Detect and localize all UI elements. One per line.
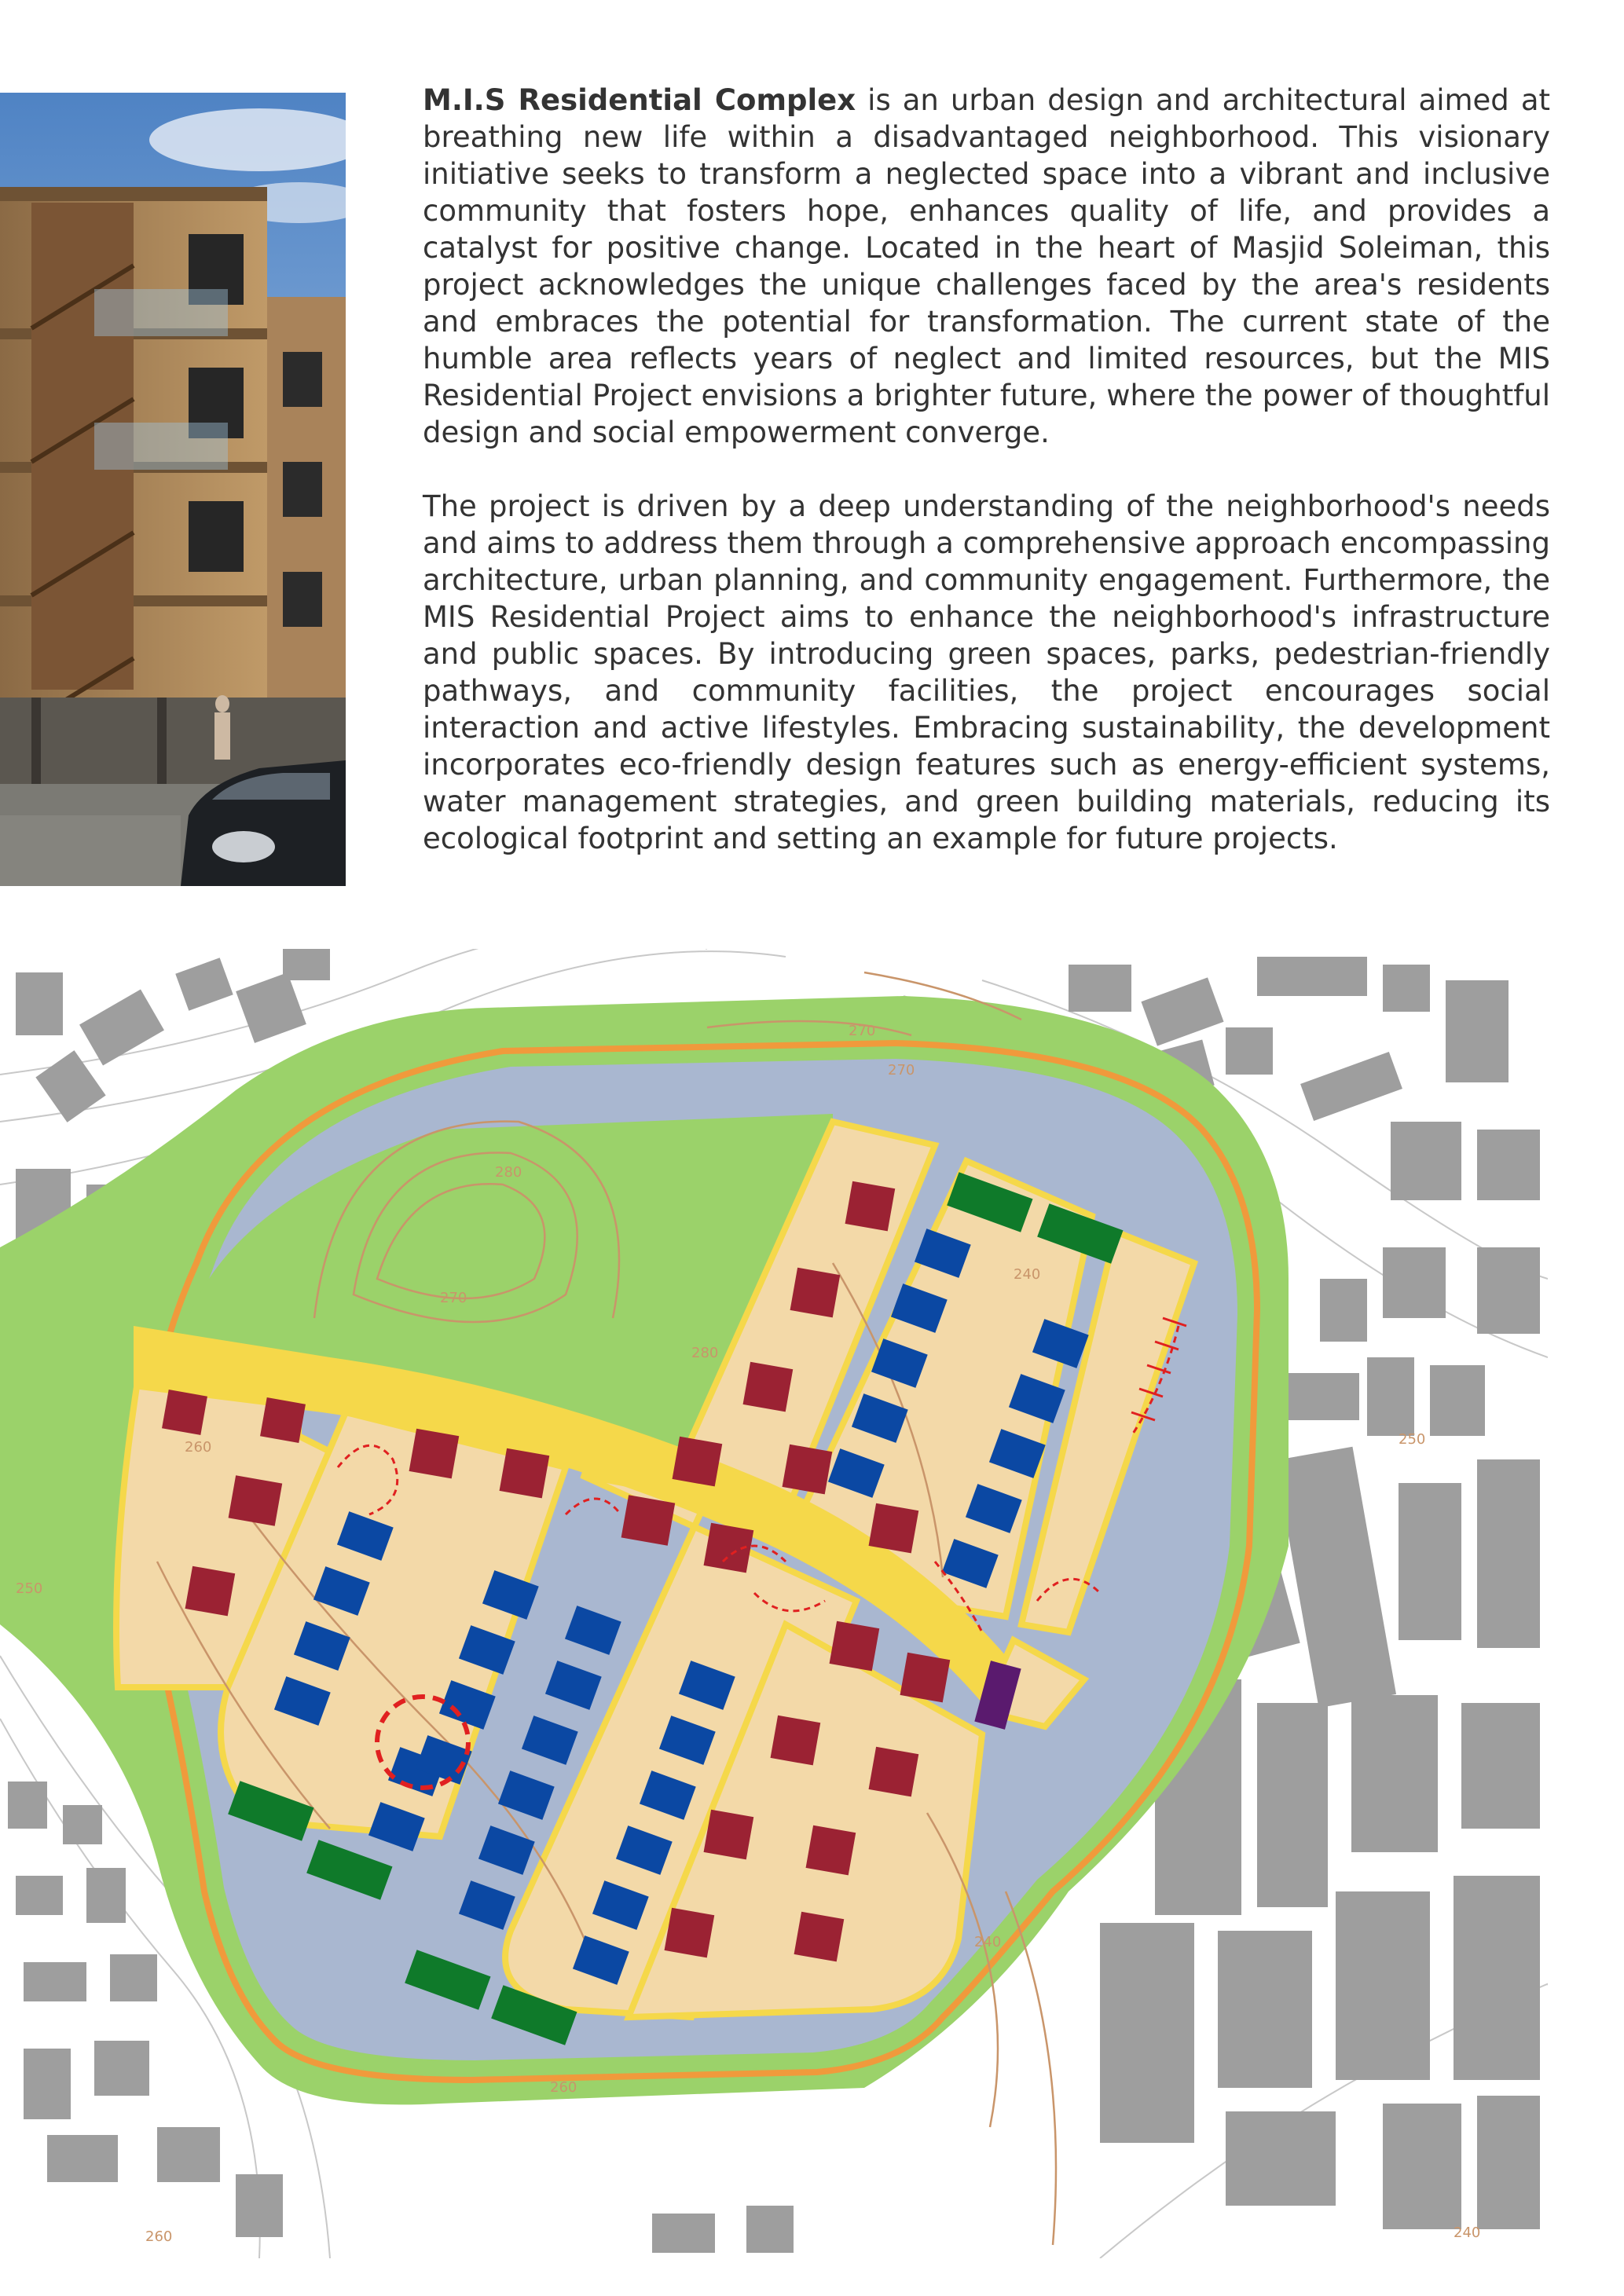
intro-paragraph-1	[423, 82, 1550, 451]
contour-label: 260	[550, 2079, 577, 2096]
site-plan	[0, 949, 1548, 2258]
building-render-image	[0, 93, 346, 886]
contour-label: 240	[1454, 2225, 1481, 2241]
contour-label: 270	[440, 1290, 467, 1306]
contour-label: 260	[185, 1439, 212, 1456]
contour-label: 240	[974, 1934, 1002, 1950]
intro-text	[423, 82, 1550, 857]
contour-label: 250	[16, 1580, 43, 1597]
contour-label: 270	[849, 1023, 876, 1039]
intro-paragraph-1-body: is an urban design and architectural aimed at breathing new life within a disadvantaged neighborhood. This visionary initiative seeks to transform a neglected space into a vibrant and inclusive community that fosters hope, enhances quality of life, and provides a catalyst for positive change. Located in the heart of Masjid Soleiman, this project acknowledges the unique challenges faced by the area's residents and embraces the potential for transformation. The current state of the humble area reflects years of neglect and limited resources, but the MIS Residential Project envisions a brighter future, where the power of thoughtful design and social empowerment converge.	[423, 83, 1551, 449]
intro-paragraph-2: The project is driven by a deep understanding of the neighborhood's needs and aims to address them through a comprehensive approach encompassing architecture, urban planning, and community engagement. Furthermore, the MIS Residential Project aims to enhance the neighborhood's infrastructure and public spaces. By introducing green spaces, parks, pedestrian-friendly pathways, and community facilities, the project encourages social interaction and active lifestyles. Embracing sustainability, the development incorporates eco-friendly design features such as energy-efficient systems, water management strategies, and green building materials, reducing its ecological footprint and setting an example for future projects.	[423, 489, 1550, 855]
contour-label: 280	[495, 1164, 522, 1181]
contour-label: 260	[145, 2228, 173, 2245]
contour-label: 240	[1014, 1266, 1041, 1283]
contour-label: 250	[1399, 1431, 1426, 1448]
contour-label: 280	[691, 1345, 719, 1361]
contour-label: 270	[888, 1062, 915, 1078]
project-title: M.I.S Residential Complex	[423, 83, 856, 117]
